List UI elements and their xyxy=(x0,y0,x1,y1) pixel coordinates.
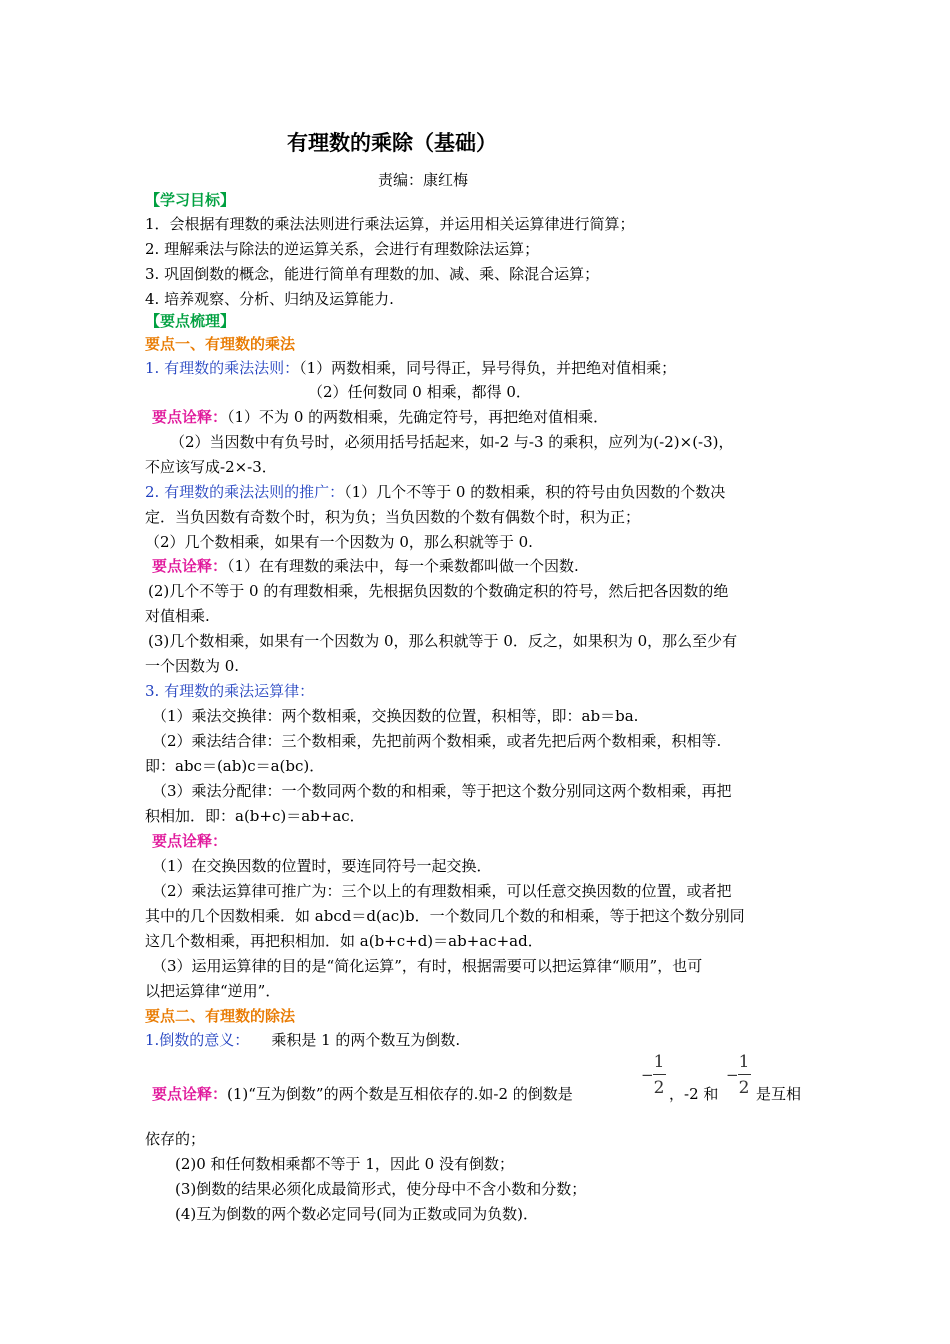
note-line xyxy=(152,555,579,577)
note-text: 不应该写成-2×-3． xyxy=(145,458,277,476)
fraction-denominator: 2 xyxy=(738,1078,750,1098)
fraction-bar xyxy=(738,1074,751,1075)
note-text: 以把运算律“逆用”． xyxy=(145,982,281,1000)
page-title: 有理数的乘除（基础） xyxy=(287,131,497,155)
note-text: (2)0 和任何数相乘都不等于 1，因此 0 没有倒数； xyxy=(175,1155,514,1173)
fraction-numerator: 1 xyxy=(738,1052,750,1072)
goal-item: 1．会根据有理数的乘法法则进行乘法运算，并运用相关运算律进行简算； xyxy=(145,215,635,233)
mult-law-label: 3. 有理数的乘法运算律： xyxy=(145,682,315,700)
note-text: (2)几个不等于 0 的有理数相乘，先根据负因数的个数确定积的符号，然后把各因数的绝 xyxy=(148,582,729,600)
fraction-denominator: 2 xyxy=(653,1078,665,1098)
note-label: 要点诠释： xyxy=(152,832,228,850)
note-label: 要点诠释： xyxy=(152,1085,228,1103)
note-text: 其中的几个因数相乘．如 abcd＝d(ac)b．一个数同几个数的和相乘，等于把这个数分别同 xyxy=(145,907,745,925)
mult-law-text: （1）乘法交换律：两个数相乘，交换因数的位置，积相等，即：ab＝ba. xyxy=(152,707,639,725)
mult-rule-line xyxy=(145,357,676,379)
note-text: 一个因数为 0. xyxy=(145,657,240,675)
note-text: （1）不为 0 的两数相乘，先确定符号，再把绝对值相乘． xyxy=(227,408,609,426)
mult-law-text: 积相加．即：a(b+c)＝ab+ac． xyxy=(145,807,365,825)
note-text: （3）运用运算律的目的是“简化运算”，有时，根据需要可以把运算律“顺用”，也可 xyxy=(152,957,703,975)
fraction-neg-one-half xyxy=(736,1052,752,1098)
mult-law-text: （2）乘法结合律：三个数相乘，先把前两个数相乘，或者先把后两个数相乘，积相等. xyxy=(152,732,722,750)
keypoint-heading-division: 要点二、有理数的除法 xyxy=(145,1007,296,1025)
mult-ext-text: （2）几个数相乘，如果有一个因数为 0，那么积就等于 0. xyxy=(145,533,533,551)
note-line xyxy=(152,406,608,428)
reciprocal-label: 1.倒数的意义： xyxy=(145,1031,250,1049)
note-text: (3)几个数相乘，如果有一个因数为 0，那么积就等于 0．反之，如果积为 0，那么至少有 xyxy=(148,632,738,650)
note-label: 要点诠释： xyxy=(152,408,228,426)
fraction-numerator: 1 xyxy=(653,1052,665,1072)
fraction-minus-sign: − xyxy=(641,1066,654,1084)
mult-law-text: （3）乘法分配律：一个数同两个数的和相乘，等于把这个数分别同这两个数相乘，再把 xyxy=(152,782,732,800)
note-text: 这几个数相乘，再把积相加．如 a(b+c+d)＝ab+ac+ad． xyxy=(145,932,543,950)
goal-item: 3. 巩固倒数的概念，能进行简单有理数的加、减、乘、除混合运算； xyxy=(145,265,600,283)
note-text: （2）当因数中有负号时，必须用括号括起来，如-2 与-3 的乘积，应列为(-2)×(-3)， xyxy=(170,433,734,451)
goal-item: 4. 培养观察、分析、归纳及运算能力. xyxy=(145,290,394,308)
note-text: 对值相乘. xyxy=(145,607,210,625)
section-heading-keypoints: 【要点梳理】 xyxy=(145,312,236,330)
note-text: （1）在有理数的乘法中，每一个乘数都叫做一个因数. xyxy=(227,557,579,575)
mult-ext-text: （1）几个不等于 0 的数相乘，积的符号由负因数的个数决 xyxy=(344,483,726,501)
note-label: 要点诠释： xyxy=(152,557,228,575)
mult-rule-text: （1）两数相乘，同号得正，异号得负，并把绝对值相乘； xyxy=(299,359,677,377)
note-text: ，-2 和 xyxy=(669,1085,719,1103)
note-text: （1）在交换因数的位置时，要连同符号一起交换． xyxy=(152,857,492,875)
note-text: 依存的； xyxy=(145,1130,206,1148)
reciprocal-def-line xyxy=(145,1029,460,1051)
note-text: (1)“互为倒数”的两个数是互相依存的.如-2 的倒数是 xyxy=(227,1085,573,1103)
mult-rule-label: 1. 有理数的乘法法则： xyxy=(145,359,300,377)
fraction-minus-sign: − xyxy=(726,1066,739,1084)
goal-item: 2. 理解乘法与除法的逆运算关系，会进行有理数除法运算； xyxy=(145,240,540,258)
fraction-bar xyxy=(653,1074,666,1075)
note-text: （2）乘法运算律可推广为：三个以上的有理数相乘，可以任意交换因数的位置，或者把 xyxy=(152,882,732,900)
fraction-neg-one-half xyxy=(651,1052,667,1098)
keypoint-heading-multiplication: 要点一、有理数的乘法 xyxy=(145,335,296,353)
reciprocal-text: 乘积是 1 的两个数互为倒数. xyxy=(271,1031,461,1049)
note-text: (3)倒数的结果必须化成最简形式，使分母中不含小数和分数； xyxy=(175,1180,587,1198)
mult-rule-text: （2）任何数同 0 相乘，都得 0． xyxy=(308,383,531,401)
section-heading-goals: 【学习目标】 xyxy=(145,191,236,209)
mult-ext-line xyxy=(145,481,725,503)
mult-law-text: 即：abc＝(ab)c＝a(bc)． xyxy=(145,757,325,775)
note-line xyxy=(152,1083,573,1105)
mult-ext-text: 定．当负因数有奇数个时，积为负；当负因数的个数有偶数个时，积为正； xyxy=(145,508,641,526)
mult-ext-label: 2. 有理数的乘法法则的推广： xyxy=(145,483,345,501)
note-text: (4)互为倒数的两个数必定同号(同为正数或同为负数)． xyxy=(175,1205,538,1223)
author-line: 责编：康红梅 xyxy=(378,171,469,189)
note-text: 是互相 xyxy=(756,1085,802,1103)
